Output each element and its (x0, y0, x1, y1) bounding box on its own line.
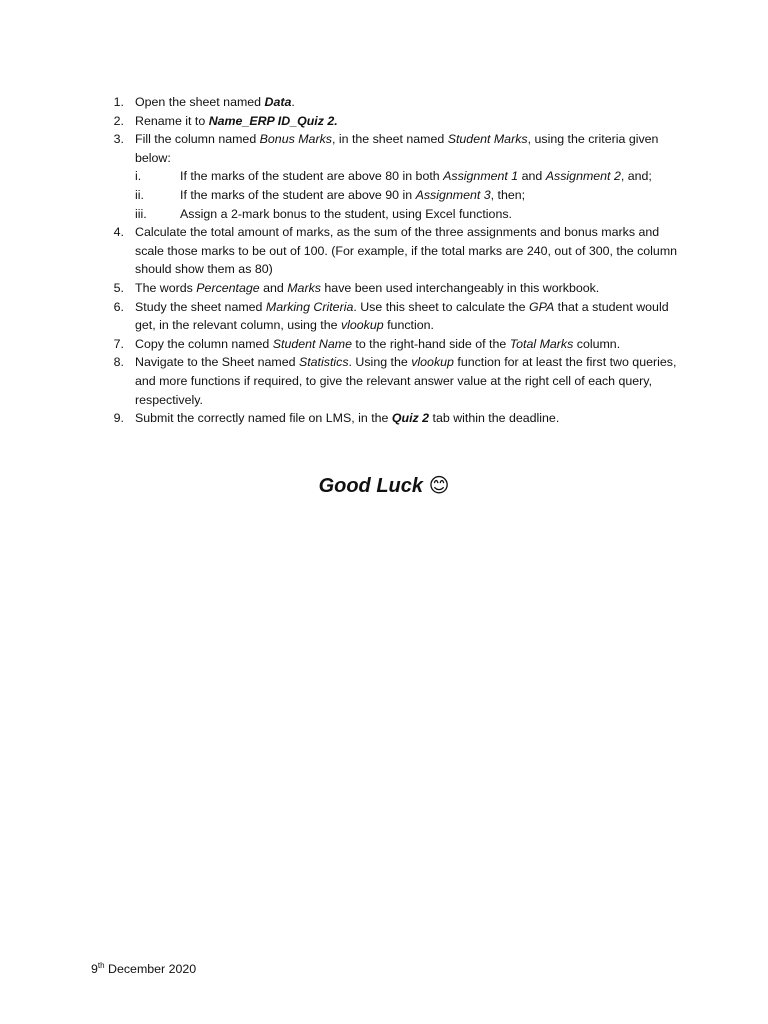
item-text: The words Percentage and Marks have been used interchangeably in this workbook. (135, 280, 600, 295)
sub-item-number: i. (135, 169, 142, 184)
sub-item-text: If the marks of the student are above 80 in both Assignment 1 and Assignment 2, and; (180, 169, 652, 184)
list-item (108, 409, 688, 428)
item-text: Study the sheet named Marking Criteria. Use this sheet to calculate the GPA that a student would get, in the relevant column, using the vlookup function. (135, 299, 669, 333)
sub-list-item (135, 205, 688, 224)
item-number: 3. (113, 132, 124, 147)
sub-item-text: Assign a 2-mark bonus to the student, using Excel functions. (180, 206, 512, 221)
list-item (108, 130, 688, 223)
instruction-list (108, 93, 688, 428)
item-number: 8. (113, 355, 124, 370)
list-item (108, 93, 688, 112)
item-text: Copy the column named Student Name to the right-hand side of the Total Marks column. (135, 336, 621, 351)
item-text: Fill the column named Bonus Marks, in the sheet named Student Marks, using the criteria given below: (135, 132, 659, 165)
footer-date: 9th December 2020 (91, 960, 197, 976)
sub-item-number: iii. (135, 206, 147, 221)
list-item (108, 335, 688, 354)
item-text: Open the sheet named Data. (135, 95, 295, 109)
item-number: 9. (113, 411, 124, 426)
list-item (108, 223, 688, 279)
item-number: 1. (113, 95, 124, 109)
item-number: 4. (113, 225, 124, 240)
closing-line (0, 471, 768, 500)
sub-item-text: If the marks of the student are above 90 in Assignment 3, then; (180, 187, 526, 202)
sub-list-item (135, 167, 688, 186)
item-number: 5. (113, 280, 124, 295)
list-item (108, 112, 688, 131)
item-number: 2. (113, 113, 124, 128)
item-text: Navigate to the Sheet named Statistics. Using the vlookup function for at least the first two queries, and more functions if required, to give the relevant answer value at the right cell of each query, respectively. (135, 355, 677, 407)
closing-text: Good Luck (318, 475, 424, 497)
list-item (108, 353, 688, 409)
list-item (108, 298, 688, 335)
sub-list-item (135, 186, 688, 205)
item-text: Submit the correctly named file on LMS, in the Quiz 2 tab within the deadline. (135, 411, 560, 426)
item-text: Rename it to Name_ERP ID_Quiz 2. (135, 113, 338, 128)
item-number: 6. (113, 299, 124, 314)
sub-item-number: ii. (135, 187, 144, 202)
smile-icon: 😊 (428, 473, 450, 497)
item-text: Calculate the total amount of marks, as the sum of the three assignments and bonus marks and scale those marks to be out of 100. (For example, if the total marks are 240, out of 300, the column should show them as 80) (135, 225, 678, 277)
list-item (108, 279, 688, 298)
item-number: 7. (113, 336, 124, 351)
